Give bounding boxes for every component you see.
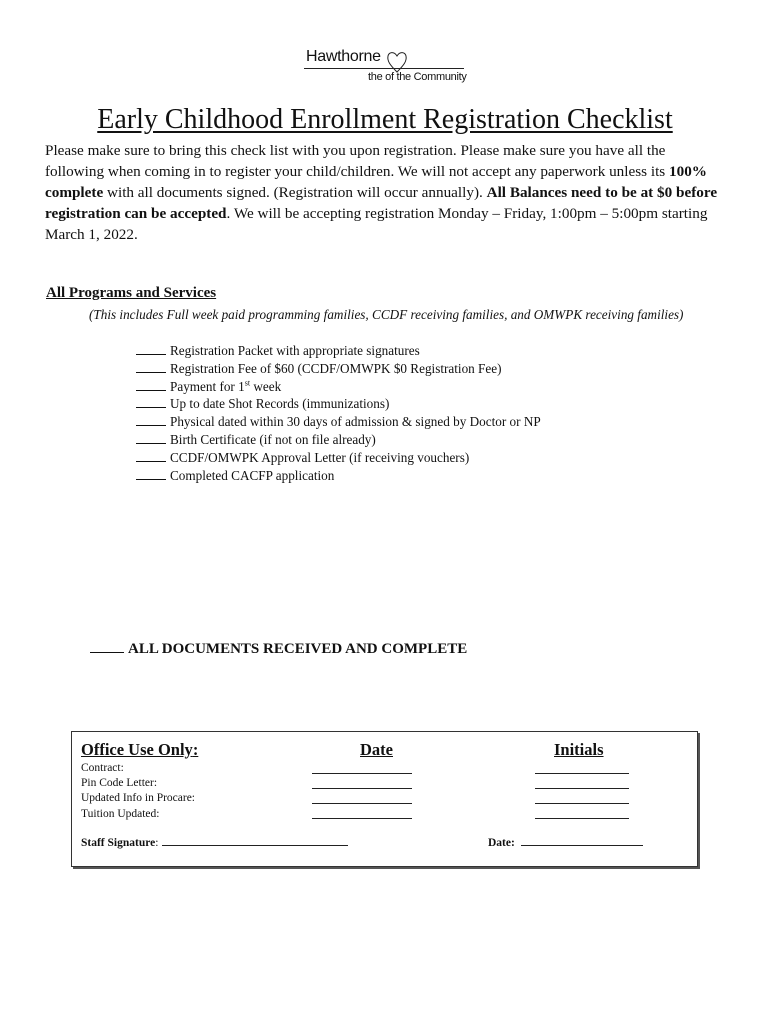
checkbox-blank[interactable]: [136, 360, 166, 373]
row-tuition-updated: Tuition Updated:: [81, 807, 160, 820]
section-note: (This includes Full week paid programming families, CCDF receiving families, and OMWPK receiving families): [89, 307, 684, 322]
checkbox-blank[interactable]: [90, 640, 124, 653]
checklist-item: CCDF/OMWPK Approval Letter (if receiving vouchers): [136, 449, 541, 467]
checklist-item: Birth Certificate (if not on file already): [136, 431, 541, 449]
section-heading: All Programs and Services: [46, 285, 217, 301]
checkbox-blank[interactable]: [136, 449, 166, 462]
date-line-contract[interactable]: [312, 773, 412, 774]
checklist-item: Physical dated within 30 days of admission & signed by Doctor or NP: [136, 413, 541, 431]
intro-paragraph: [45, 140, 725, 245]
document-checklist: [136, 342, 541, 484]
staff-signature: Staff Signature:: [81, 835, 348, 849]
intro-bold-1: 100% complete: [45, 163, 707, 201]
checkbox-blank[interactable]: [136, 395, 166, 408]
signature-date-line[interactable]: [521, 835, 643, 846]
staff-signature-line[interactable]: [162, 835, 348, 846]
date-column-header: Date: [360, 740, 393, 759]
intro-text-3: . We will be accepting registration Monday – Friday, 1:00pm – 5:00pm starting March 1, 2022.: [45, 205, 708, 243]
row-contract: Contract:: [81, 762, 124, 774]
initials-line-tuition[interactable]: [535, 818, 629, 819]
all-documents-complete: ALL DOCUMENTS RECEIVED AND COMPLETE: [90, 640, 467, 658]
checklist-item: Registration Packet with appropriate signatures: [136, 342, 541, 360]
intro-text-2: with all documents signed. (Registration will occur annually).: [103, 184, 487, 201]
office-rows: [81, 761, 195, 822]
intro-text-1: Please make sure to bring this check list with you upon registration. Please make sure you have all the following when coming in to register your child/children. We will not accept any paperwork unless its: [45, 142, 669, 180]
date-line-procare[interactable]: [312, 803, 412, 804]
logo-name: Hawthorne: [306, 48, 381, 65]
initials-line-pin[interactable]: [535, 788, 629, 789]
office-use-box: [71, 731, 698, 867]
checklist-item: Completed CACFP application: [136, 467, 541, 485]
checkbox-blank[interactable]: [136, 467, 166, 480]
checklist-item: Up to date Shot Records (immunizations): [136, 395, 541, 413]
row-updated-info: Updated Info in Procare:: [81, 792, 196, 805]
checkbox-blank[interactable]: [136, 378, 166, 391]
date-line-pin[interactable]: [312, 788, 412, 789]
checkbox-blank[interactable]: [136, 413, 166, 426]
checklist-item: Payment for 1st week: [136, 378, 541, 396]
office-use-title: Office Use Only:: [81, 740, 199, 759]
checklist-item: Registration Fee of $60 (CCDF/OMWPK $0 Registration Fee): [136, 360, 541, 378]
logo-tagline: the of the Community: [368, 71, 467, 83]
logo-rule: [304, 68, 464, 69]
checkbox-blank[interactable]: [136, 431, 166, 444]
row-pin-code-letter: Pin Code Letter:: [81, 777, 158, 790]
date-line-tuition[interactable]: [312, 818, 412, 819]
initials-column-header: Initials: [554, 740, 604, 759]
hawthorne-logo: [300, 46, 470, 90]
checkbox-blank[interactable]: [136, 342, 166, 355]
signature-date: Date:: [488, 835, 643, 849]
initials-line-contract[interactable]: [535, 773, 629, 774]
initials-line-procare[interactable]: [535, 803, 629, 804]
intro-bold-2: All Balances need to be at $0 before registration can be accepted: [45, 184, 718, 222]
page-title: Early Childhood Enrollment Registration Checklist: [97, 104, 673, 135]
